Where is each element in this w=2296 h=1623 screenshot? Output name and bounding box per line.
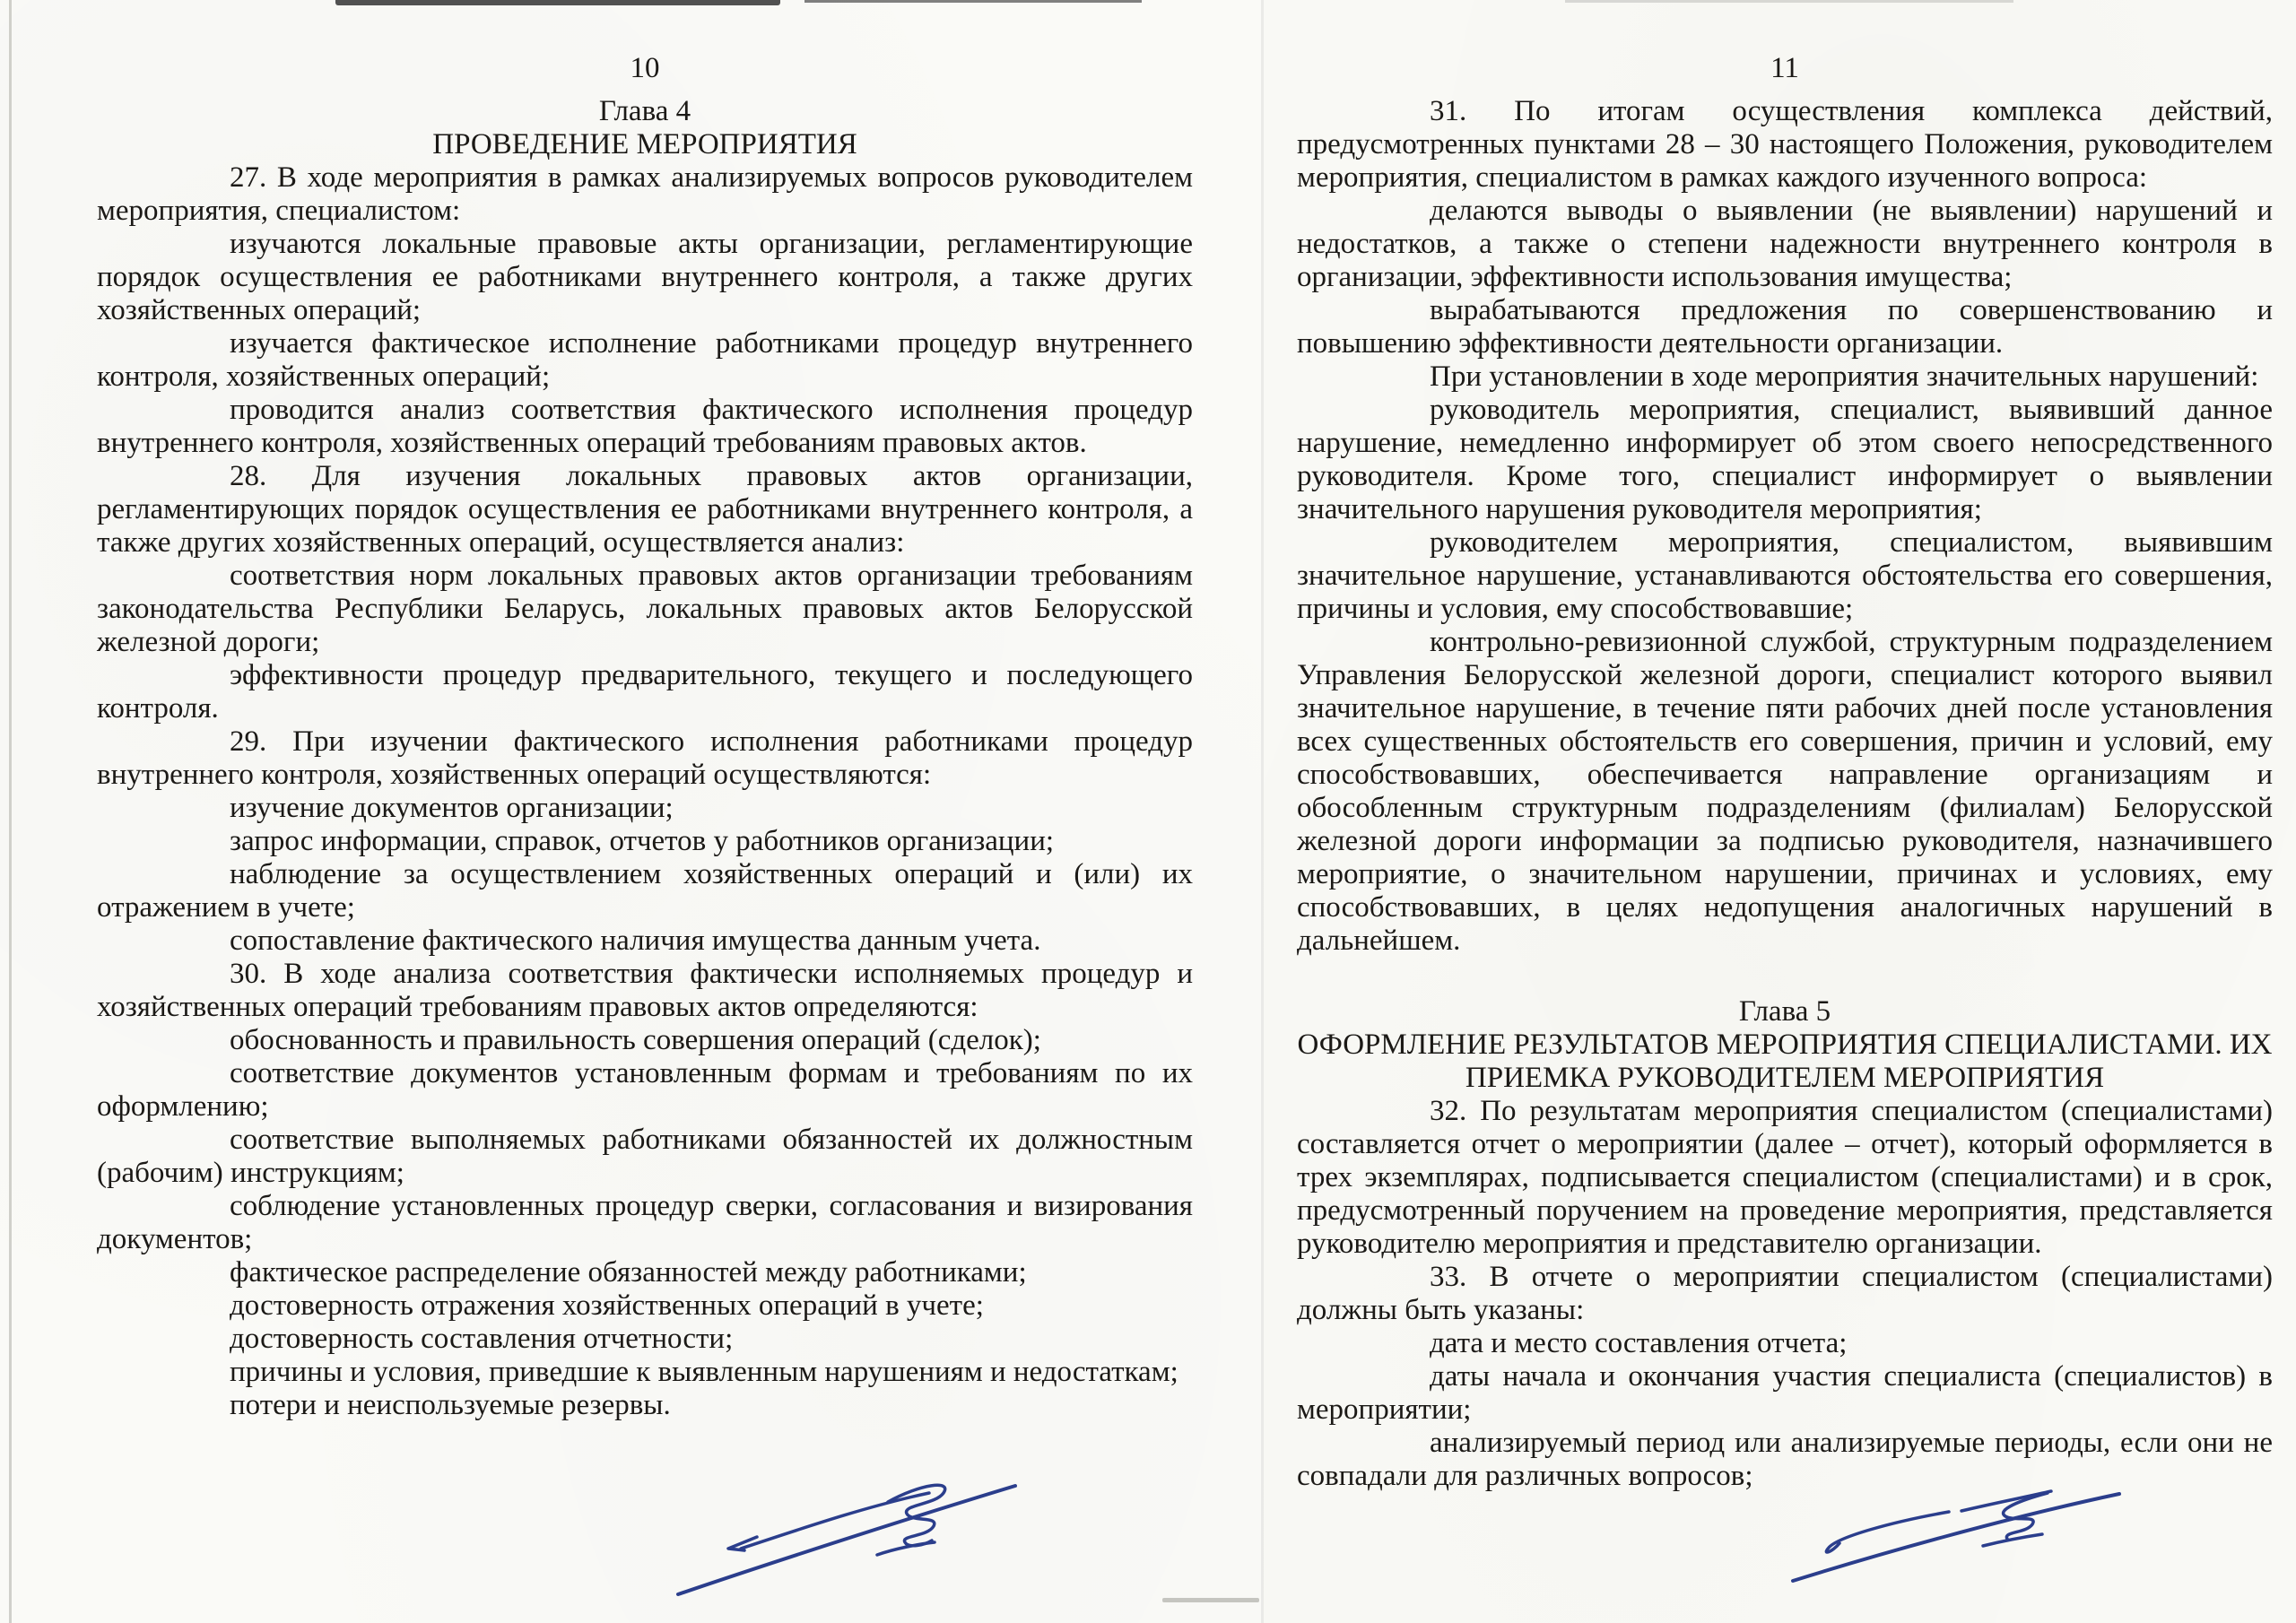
chapter-heading: Глава 4 bbox=[598, 95, 691, 127]
paragraph: руководитель мероприятия, специалист, выявивший данное нарушение, немедленно информирует об этом своего непосредственного руководителя. Кроме того, специалист информирует о выявлении значительного нарушения руководителя мероприятия; bbox=[1297, 394, 2273, 525]
paragraph: сопоставление фактического наличия имущества данным учета. bbox=[230, 924, 1041, 957]
title-heading: ОФОРМЛЕНИЕ РЕЗУЛЬТАТОВ МЕРОПРИЯТИЯ СПЕЦИАЛИСТАМИ. ИХ ПРИЕМКА РУКОВОДИТЕЛЕМ МЕРОПРИЯТИЯ bbox=[1297, 1028, 2273, 1094]
page-seam bbox=[1261, 0, 1264, 1623]
page-content-0 bbox=[97, 95, 1193, 1422]
paragraph: причины и условия, приведшие к выявленным нарушениям и недостаткам; bbox=[230, 1356, 1178, 1388]
paragraph: достоверность составления отчетности; bbox=[230, 1323, 734, 1355]
paragraph: 29. При изучении фактического исполнения работниками процедур внутреннего контроля, хозяйственных операций осуществляются: bbox=[97, 725, 1193, 791]
paragraph: контрольно-ревизионной службой, структурным подразделением Управления Белорусской железной дороги, специалист которого выявил значительное нарушение, в течение пяти рабочих дней после установления всех существенных обстоятельств его совершения, причин и условий, ему способствовавших, обеспечивается направление организациям и обособленным структурным подразделениям (филиалам) Белорусской железной дороги информации за подписью руководителя, назначившего мероприятие, о значительном нарушении, причинах и условиях, ему способствовавших, в целях недопущения аналогичных нарушений в дальнейшем. bbox=[1297, 626, 2273, 957]
paragraph: фактическое распределение обязанностей между работниками; bbox=[230, 1256, 1027, 1289]
paragraph: 30. В ходе анализа соответствия фактически исполняемых процедур и хозяйственных операций требованиям правовых актов определяются: bbox=[97, 958, 1193, 1023]
paragraph: 32. По результатам мероприятия специалистом (специалистами) составляется отчет о мероприятии (далее – отчет), который оформляется в трех экземплярах, подписывается специалистом (специалистами) и в срок, предусмотренный поручением на проведение мероприятия, представляется руководителю мероприятия и представителю организации. bbox=[1297, 1095, 2273, 1260]
page-content-1 bbox=[1297, 95, 2273, 1493]
paragraph: При установлении в ходе мероприятия значительных нарушений: bbox=[1430, 360, 2259, 393]
scan-artifact-top-faint bbox=[1565, 0, 2013, 3]
paragraph: изучение документов организации; bbox=[230, 792, 674, 824]
paragraph: 28. Для изучения локальных правовых актов организации, регламентирующих порядок осуществления ее работниками внутреннего контроля, а также других хозяйственных операций, осуществляется анализ: bbox=[97, 460, 1193, 559]
page-11 bbox=[1263, 0, 2296, 1623]
paragraph: соответствие выполняемых работниками обязанностей их должностным (рабочим) инструкциям; bbox=[97, 1124, 1193, 1189]
paragraph: анализируемый период или анализируемые периоды, если они не совпадали для различных вопросов; bbox=[1297, 1427, 2273, 1492]
page-number: 10 bbox=[630, 52, 660, 84]
paragraph: соблюдение установленных процедур сверки, согласования и визирования документов; bbox=[97, 1190, 1193, 1255]
paragraph: изучаются локальные правовые акты организации, регламентирующие порядок осуществления ее работниками внутреннего контроля, а также других хозяйственных операций; bbox=[97, 228, 1193, 326]
paragraph: даты начала и окончания участия специалиста (специалистов) в мероприятии; bbox=[1297, 1360, 2273, 1426]
paragraph: руководителем мероприятия, специалистом, выявившим значительное нарушение, устанавливаются обстоятельства его совершения, причины и условия, ему способствовавшие; bbox=[1297, 526, 2273, 625]
paragraph: проводится анализ соответствия фактического исполнения процедур внутреннего контроля, хозяйственных операций требованиям правовых актов. bbox=[97, 394, 1193, 459]
paragraph: дата и место составления отчета; bbox=[1430, 1327, 1848, 1359]
paragraph: делаются выводы о выявлении (не выявлении) нарушений и недостатков, а также о степени надежности внутреннего контроля в организации, эффективности использования имущества; bbox=[1297, 195, 2273, 293]
paragraph: соответствия норм локальных правовых актов организации требованиям законодательства Республики Беларусь, локальных правовых актов Белорусской железной дороги; bbox=[97, 560, 1193, 658]
paragraph: запрос информации, справок, отчетов у работников организации; bbox=[230, 825, 1055, 857]
paragraph: наблюдение за осуществлением хозяйственных операций и (или) их отражением в учете; bbox=[97, 858, 1193, 924]
scan-artifact-dash bbox=[1162, 1598, 1259, 1602]
title-heading: ПРОВЕДЕНИЕ МЕРОПРИЯТИЯ bbox=[432, 128, 857, 161]
paragraph: вырабатываются предложения по совершенствованию и повышению эффективности деятельности организации. bbox=[1297, 294, 2273, 360]
page-number: 11 bbox=[1770, 52, 1799, 84]
scan-artifact-left-edge bbox=[9, 0, 12, 1623]
paragraph: соответствие документов установленным формам и требованиям по их оформлению; bbox=[97, 1057, 1193, 1123]
paragraph: эффективности процедур предварительного, текущего и последующего контроля. bbox=[97, 659, 1193, 725]
scan-artifact-top-line bbox=[804, 0, 1142, 3]
page-10-text-block bbox=[97, 52, 1193, 1422]
paragraph: 33. В отчете о мероприятии специалистом (специалистами) должны быть указаны: bbox=[1297, 1261, 2273, 1326]
paragraph: достоверность отражения хозяйственных операций в учете; bbox=[230, 1289, 984, 1322]
paragraph: изучается фактическое исполнение работниками процедур внутреннего контроля, хозяйственных операций; bbox=[97, 327, 1193, 393]
paragraph: 27. В ходе мероприятия в рамках анализируемых вопросов руководителем мероприятия, специалистом: bbox=[97, 161, 1193, 227]
scan-artifact-top-smudge bbox=[335, 0, 780, 5]
paragraph: 31. По итогам осуществления комплекса действий, предусмотренных пунктами 28 – 30 настоящего Положения, руководителем мероприятия, специалистом в рамках каждого изученного вопроса: bbox=[1297, 95, 2273, 194]
page-11-text-block bbox=[1297, 52, 2273, 1493]
paragraph: обоснованность и правильность совершения операций (сделок); bbox=[230, 1024, 1041, 1056]
chapter-heading: Глава 5 bbox=[1738, 995, 1831, 1028]
paragraph: потери и неиспользуемые резервы. bbox=[230, 1389, 671, 1421]
